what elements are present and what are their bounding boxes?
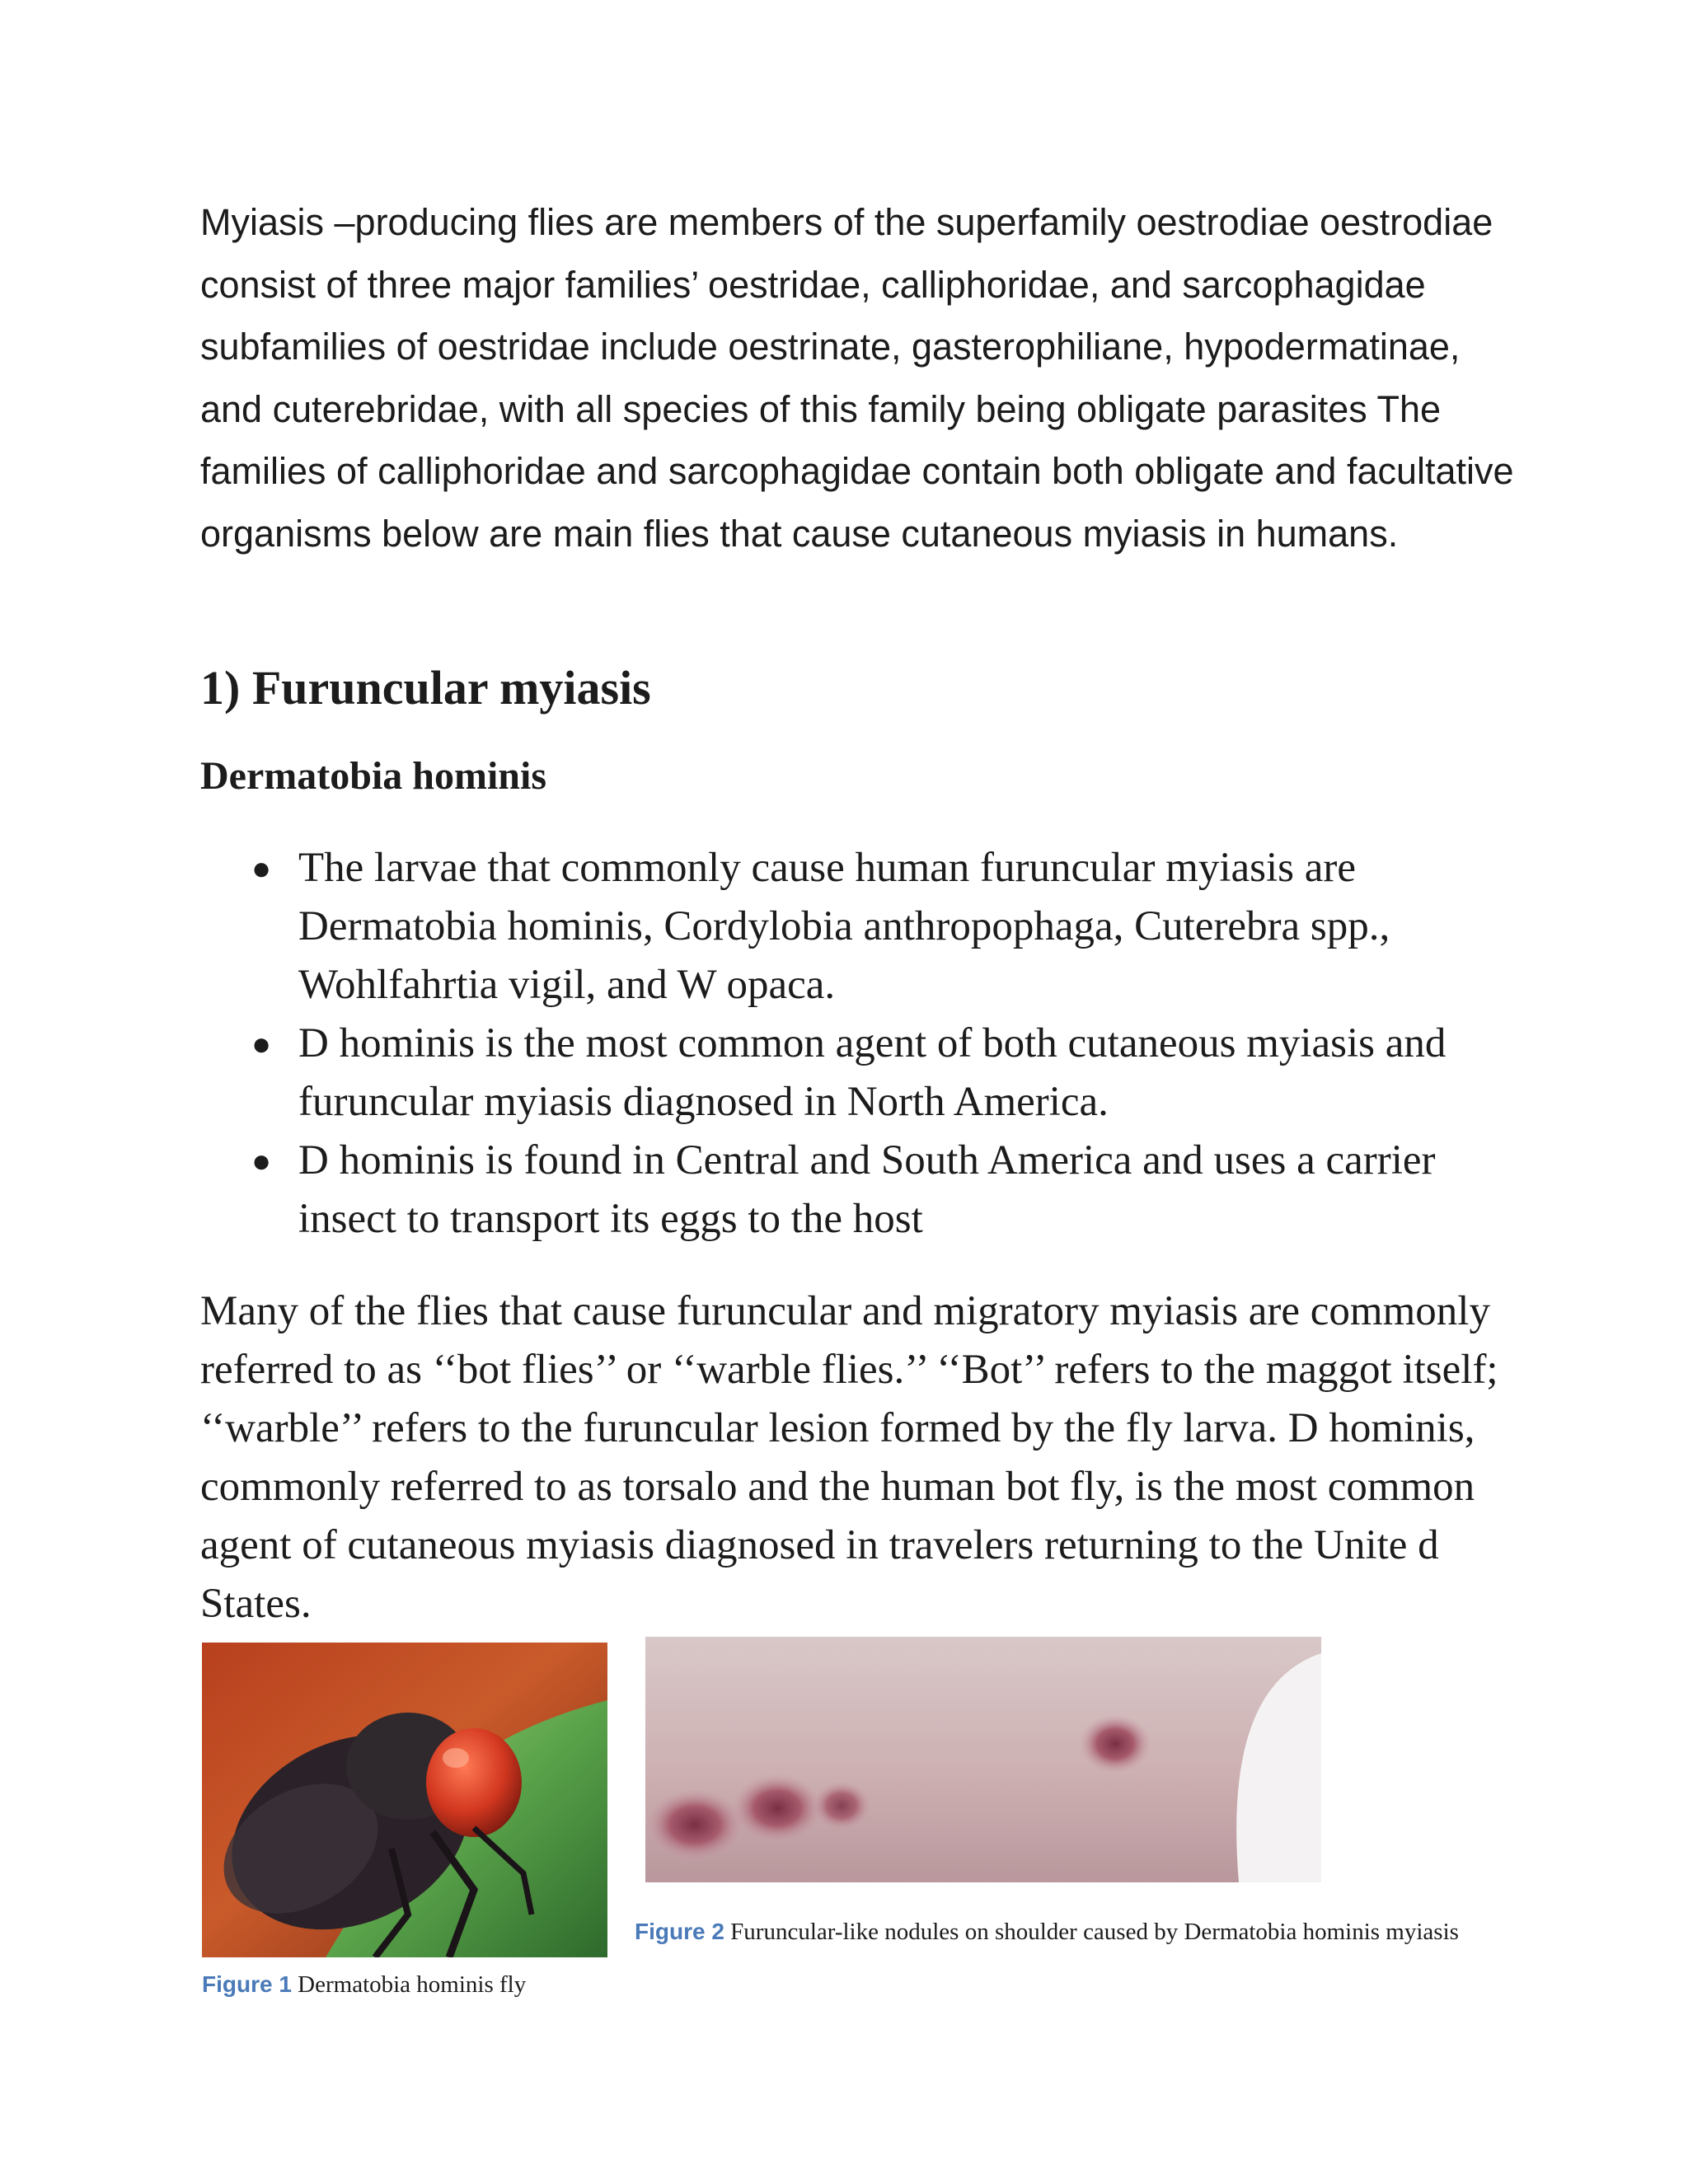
figure1-caption-text: Dermatobia hominis fly xyxy=(298,1971,527,1998)
figure2-label: Figure 2 xyxy=(635,1919,724,1944)
bullet-icon: ● xyxy=(251,1025,272,1062)
bullet-icon: ● xyxy=(251,850,272,887)
bullet-list xyxy=(251,839,1518,1249)
list-item xyxy=(251,1015,1518,1132)
bullet-text: D hominis is the most common agent of both cutaneous myiasis and furuncular myiasis diagnosed in North America. xyxy=(298,1020,1447,1125)
figure2-caption xyxy=(635,1917,1459,1947)
section-heading: 1) Furuncular myiasis xyxy=(200,661,651,715)
figure1-caption xyxy=(202,1970,526,1999)
bullet-icon: ● xyxy=(251,1142,272,1179)
skin-nodules-photo xyxy=(645,1637,1321,1882)
subheading: Dermatobia hominis xyxy=(200,754,546,798)
body-paragraph: Many of the flies that cause furuncular and migratory myiasis are commonly referred to as ‘‘bot flies’’ or ‘‘warble flies.’’ ‘‘Bot’’ refers to the maggot itself; ‘‘warble’’ refers to the furuncular lesion formed by the fly larva. D hominis, commonly referred to as torsalo and the human bot fly, is the most common agent of cutaneous myiasis diagnosed in travelers returning to the Unite d States. xyxy=(200,1288,1498,1627)
bullet-text: D hominis is found in Central and South America and uses a carrier insect to transport its eggs to the host xyxy=(298,1137,1436,1242)
figure2-caption-text: Furuncular-like nodules on shoulder caused by Dermatobia hominis myiasis xyxy=(730,1919,1459,1945)
list-item xyxy=(251,839,1518,1015)
fly-photo xyxy=(202,1643,607,1957)
intro-paragraph: Myiasis –producing flies are members of the superfamily oestrodiae oestrodiae consist of three major families’ oestridae, calliphoridae, and sarcophagidae subfamilies of oestridae include oestrinate, gasterophiliane, hypodermatinae, and cuterebridae, with all species of this family being obligate parasites The families of calliphoridae and sarcophagidae contain both obligate and facultative organisms below are main flies that cause cutaneous myiasis in humans. xyxy=(200,201,1514,555)
figure1-label: Figure 1 xyxy=(202,1971,292,1997)
list-item xyxy=(251,1132,1518,1249)
bullet-text: The larvae that commonly cause human furuncular myiasis are Dermatobia hominis, Cordylobia anthropophaga, Cuterebra spp., Wohlfahrtia vigil, and W opaca. xyxy=(298,845,1390,1008)
